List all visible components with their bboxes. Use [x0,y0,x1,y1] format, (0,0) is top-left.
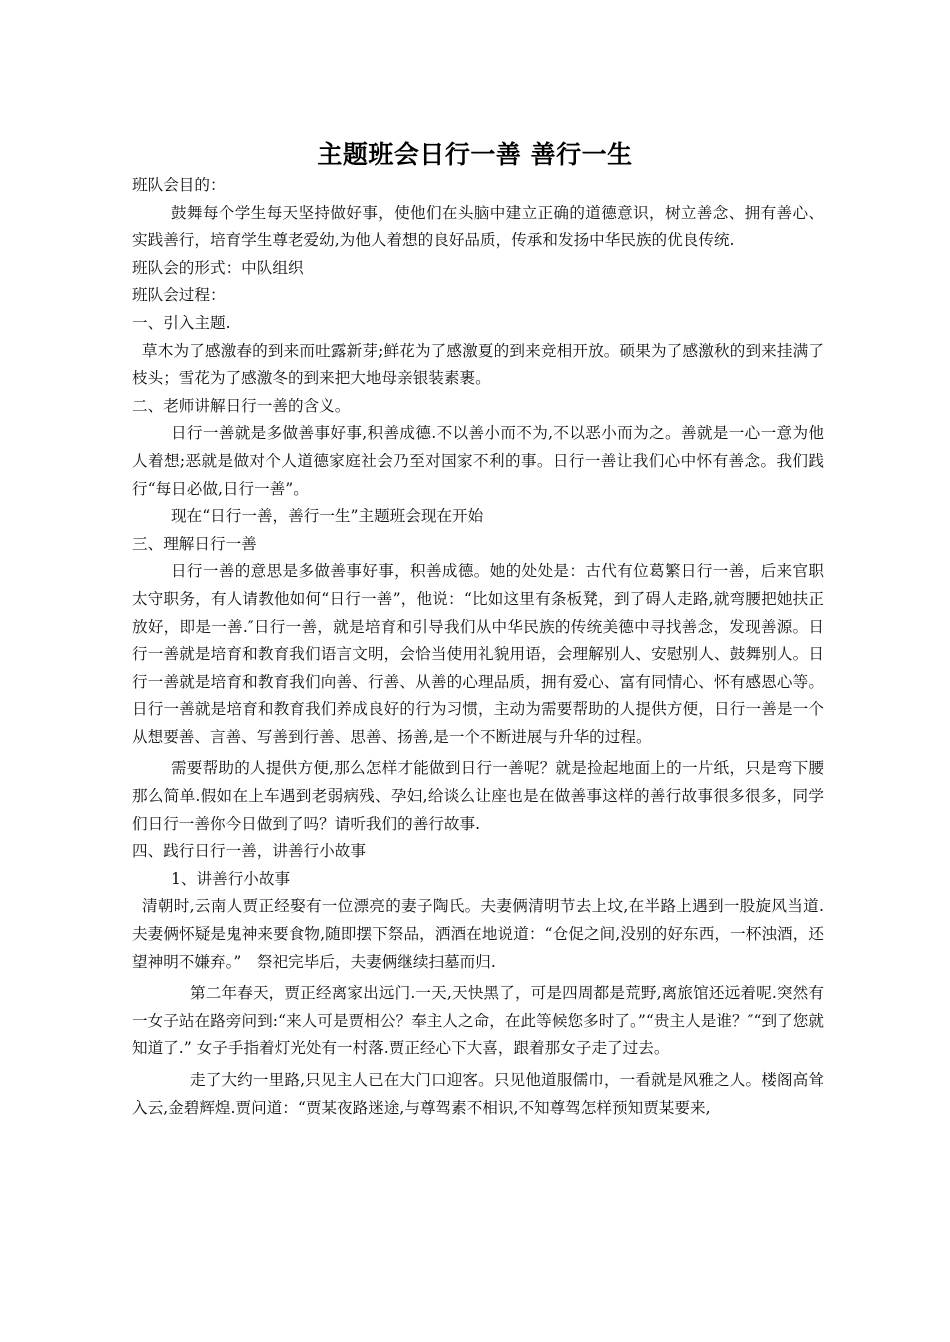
paragraph-story-1: 清朝时,云南人贾正经娶有一位漂亮的妻子陶氏。夫妻俩清明节去上坟,在半路上遇到一股旋风当道.夫妻俩怀疑是鬼神来要食物,随即摆下祭品，洒酒在地说道：“仓促之间,没别的好东西，一杯浊酒，还望神明不嫌弃。” 祭祀完毕后，夫妻俩继续扫墓而归. [132,897,824,971]
document-body [132,172,824,1122]
section-heading-understand: 三、理解日行一善 [132,534,257,553]
paragraph-purpose: 鼓舞每个学生每天坚持做好事，使他们在头脑中建立正确的道德意识，树立善念、拥有善心、实践善行，培育学生尊老爱幼,为他人着想的良好品质，传承和发扬中华民族的优良传统. [132,203,824,250]
paragraph-help: 需要帮助的人提供方便,那么怎样才能做到日行一善呢？就是捡起地面上的一片纸，只是弯下腰那么简单.假如在上车遇到老弱病残、孕妇,给谈么让座也是在做善事这样的善行故事很多很多，同学们日行一善你今日做到了吗？请听我们的善行故事. [132,759,824,833]
subheading-story: 1、讲善行小故事 [171,869,291,888]
paragraph-story-2: 第二年春天，贾正经离家出远门.一天,天快黑了，可是四周都是荒野,离旅馆还远着呢.突然有一女子站在路旁问到:“来人可是贾相公？奉主人之命，在此等候您多时了。”“贵主人是谁？″“到了您就知道了.” 女子手指着灯光处有一村落.贾正经心下大喜，跟着那女子走了过去。 [132,984,824,1058]
section-heading-practice: 四、践行日行一善，讲善行小故事 [132,842,366,861]
document-title: 主题班会日行一善 善行一生 [317,140,633,169]
section-heading-purpose: 班队会目的： [132,176,226,194]
paragraph-start: 现在“日行一善，善行一生”主题班会现在开始 [171,507,484,526]
section-heading-format: 班队会的形式：中队组织 [132,258,304,277]
paragraph-story-3: 走了大约一里路,只见主人已在大门口迎客。只见他道服儒巾，一看就是风雅之人。楼阁高耸入云,金碧辉煌.贾问道：“贾某夜路迷途,与尊驾素不相识,不知尊驾怎样预知贾某要来, [132,1071,824,1117]
paragraph-understand: 日行一善的意思是多做善事好事，积善成德。她的处处是：古代有位葛繁日行一善，后来官职太守职务，有人请教他如何“日行一善”，他说：“比如这里有条板凳，到了碍人走路,就弯腰把她扶正放好，即是一善.″日行一善，就是培育和引导我们从中华民族的传统美德中寻找善念，发现善源。日行一善就是培育和教育我们语言文明，会恰当使用礼貌用语，会理解别人、安慰别人、鼓舞别人。日行一善就是培育和教育我们向善、行善、从善的心理品质，拥有爱心、富有同情心、怀有感恩心等。日行一善就是培育和教育我们养成良好的行为习惯，主动为需要帮助的人提供方便，日行一善是一个从想要善、言善、写善到行善、思善、扬善,是一个不断进展与升华的过程。 [132,562,824,746]
section-heading-meaning: 二、老师讲解日行一善的含义。 [132,396,351,415]
section-heading-process: 班队会过程： [132,286,226,305]
paragraph-meaning: 日行一善就是多做善事好事,积善成德.不以善小而不为,不以恶小而为之。善就是一心一意为他人着想;恶就是做对个人道德家庭社会乃至对国家不利的事。日行一善让我们心中怀有善念。我们践行“每日必做,日行一善”。 [132,424,824,498]
section-heading-intro: 一、引入主题. [132,313,231,332]
paragraph-intro: 草木为了感激春的到来而吐露新芽;鲜花为了感激夏的到来竞相开放。硕果为了感激秋的到来挂满了枝头；雪花为了感激冬的到来把大地母亲银装素裹。 [132,341,824,388]
